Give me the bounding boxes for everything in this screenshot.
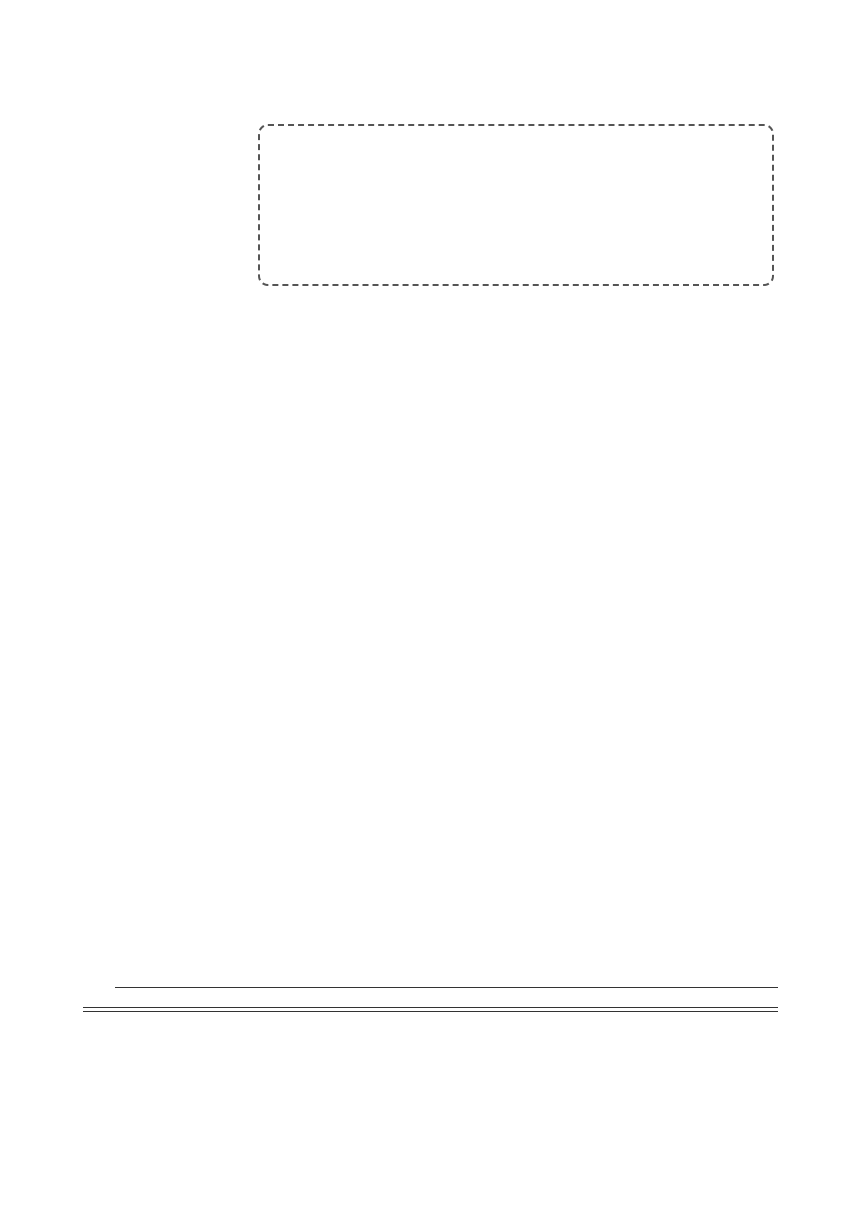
survey-graphic — [228, 122, 773, 286]
divider-line-1 — [83, 1007, 778, 1008]
page-footer — [0, 1140, 860, 1155]
answer-line — [115, 987, 778, 988]
survey-panel — [258, 124, 774, 286]
divider-line-2 — [83, 1011, 778, 1012]
